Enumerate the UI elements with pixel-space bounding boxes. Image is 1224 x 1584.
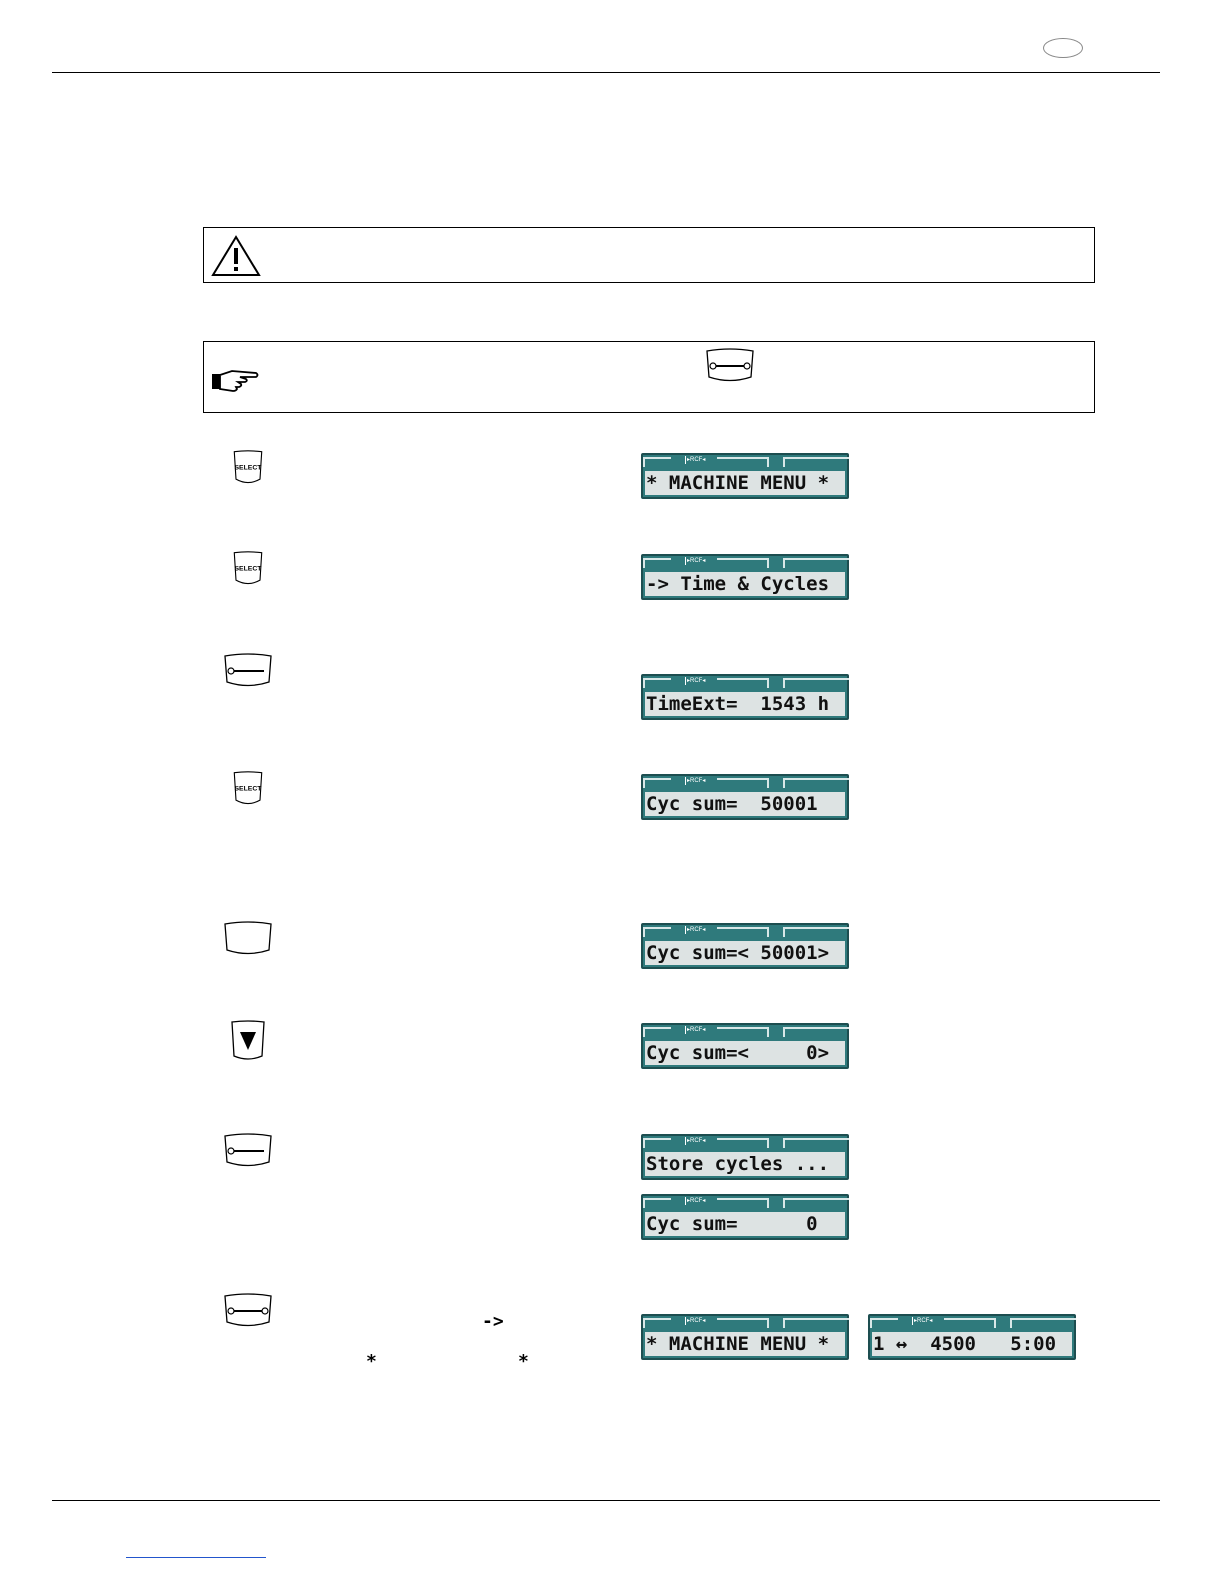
lcd-display: ▸RCF◂ Store cycles ... [641,1134,849,1180]
warning-box [203,227,1095,283]
warning-icon [210,234,262,278]
lcd-text: * MACHINE MENU * [645,471,845,495]
enter-key[interactable] [222,1132,274,1170]
lcd-text: -> Time & Cycles [645,572,845,596]
select-key[interactable] [224,771,272,807]
lcd-display: ▸RCF◂ * MACHINE MENU * [641,1314,849,1360]
lcd-display: ▸RCF◂ 1 ↔ 4500 5:00 [868,1314,1076,1360]
enter-key-icon [704,347,756,385]
svg-text:SELECT: SELECT [234,464,262,472]
lcd-text: Cyc sum= 0 [645,1212,845,1236]
footer-link[interactable] [126,1557,266,1558]
enter-key[interactable] [222,652,274,690]
language-badge [1043,38,1083,58]
note-box [203,341,1095,413]
lcd-display: ▸RCF◂ Cyc sum=< 0> [641,1023,849,1069]
lcd-text: 1 ↔ 4500 5:00 [872,1332,1072,1356]
svg-text:SELECT: SELECT [234,785,262,793]
lcd-text: Store cycles ... [645,1152,845,1176]
lcd-text: TimeExt= 1543 h [645,692,845,716]
lcd-text: Cyc sum=< 50001> [645,941,845,965]
blank-key[interactable] [222,920,274,958]
lcd-display: ▸RCF◂ TimeExt= 1543 h [641,674,849,720]
header-rule [52,72,1160,73]
footer-rule [52,1500,1160,1501]
enter-key[interactable] [222,1292,274,1330]
star-symbol: * [366,1351,377,1372]
lcd-text: * MACHINE MENU * [645,1332,845,1356]
star-symbol: * [518,1351,529,1372]
lcd-text: Cyc sum= 50001 [645,792,845,816]
select-key[interactable] [224,450,272,486]
pointing-hand-icon [210,367,260,393]
down-arrow-key[interactable] [228,1020,268,1062]
lcd-display: ▸RCF◂ Cyc sum=< 50001> [641,923,849,969]
lcd-display: ▸RCF◂ Cyc sum= 0 [641,1194,849,1240]
lcd-display: ▸RCF◂ Cyc sum= 50001 [641,774,849,820]
svg-text:SELECT: SELECT [234,565,262,573]
lcd-text: Cyc sum=< 0> [645,1041,845,1065]
lcd-display: ▸RCF◂ * MACHINE MENU * [641,453,849,499]
select-key[interactable] [224,551,272,587]
lcd-display: ▸RCF◂ -> Time & Cycles [641,554,849,600]
arrow-symbol: -> [482,1311,504,1332]
